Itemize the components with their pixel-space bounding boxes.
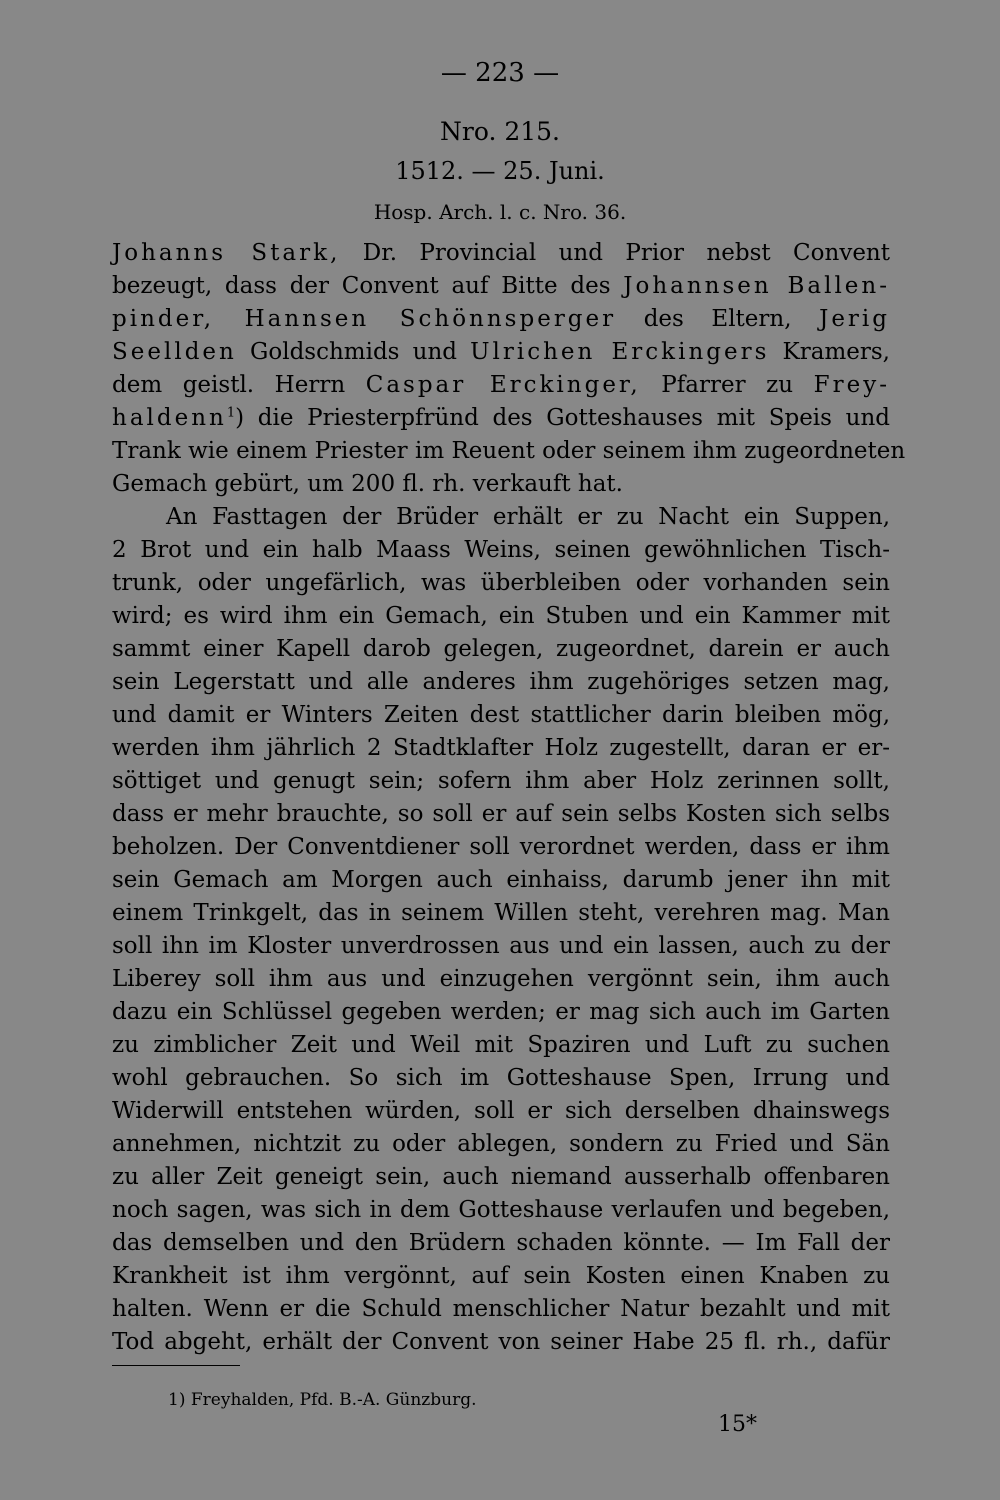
person-name: Johanns Stark, [112, 240, 341, 266]
text-span: Dr. Provincial und Prior nebst Convent [340, 240, 890, 266]
text-span: bezeugt, dass der Convent auf Bitte des [112, 273, 624, 299]
text-line [112, 335, 890, 369]
text-span: Pfarrer zu [640, 372, 814, 398]
text-line [112, 401, 890, 435]
person-name: Jerig [819, 306, 890, 332]
text-line: Gemach gebürt, um 200 fl. rh. verkauft hat. [112, 471, 623, 497]
footnote-divider [112, 1365, 240, 1366]
text-line: wohl gebrauchen. So sich im Gotteshause Spen, Irrung und [112, 1065, 890, 1091]
text-line: soll ihn im Kloster unverdrossen aus und ein lassen, auch zu der [112, 933, 890, 959]
text-span: Goldschmids und [236, 339, 471, 365]
text-line: werden ihm jährlich 2 Stadtklafter Holz zugestellt, daran er er- [112, 735, 890, 761]
text-line: Krankheit ist ihm vergönnt, auf sein Kosten einen Knaben zu [112, 1263, 890, 1289]
text-line: Widerwill entstehen würden, soll er sich derselben dhainswegs [112, 1098, 890, 1124]
text-line [112, 269, 890, 303]
text-line: und damit er Winters Zeiten dest stattlicher darin bleiben mög, [112, 702, 890, 728]
text-line: trunk, oder ungefärlich, was überbleiben oder vorhanden sein [112, 570, 890, 596]
text-line: sein Legerstatt und alle anderes ihm zugehöriges setzen mag, [112, 669, 890, 695]
person-name: Ulrichen Erckingers [470, 339, 770, 365]
text-span: dem geistl. Herrn [112, 372, 366, 398]
text-line: An Fasttagen der Brüder erhält er zu Nacht ein Suppen, [166, 504, 890, 530]
footnote: 1) Freyhalden, Pfd. B.-A. Günzburg. [168, 1390, 477, 1410]
text-line: annehmen, nichtzit zu oder ablegen, sondern zu Fried und Sän [112, 1131, 890, 1157]
text-line: dass er mehr brauchte, so soll er auf sein selbs Kosten sich selbs [112, 801, 890, 827]
place-name: haldenn [112, 405, 227, 431]
text-line: 2 Brot und ein halb Maass Weins, seinen gewöhnlichen Tisch- [112, 537, 890, 563]
place-name: Frey- [813, 372, 890, 398]
text-line: zu zimblicher Zeit und Weil mit Spaziren und Luft zu suchen [112, 1032, 890, 1058]
text-line: einem Trinkgelt, das in seinem Willen steht, verehren mag. Man [112, 900, 890, 926]
text-line: Liberey soll ihm aus und einzugehen vergönnt sein, ihm auch [112, 966, 890, 992]
text-line: Trank wie einem Priester im Reuent oder seinem ihm zugeordneten [112, 438, 906, 464]
text-line: beholzen. Der Conventdiener soll verordnet werden, dass er ihm [112, 834, 890, 860]
text-line: noch sagen, was sich in dem Gotteshause verlaufen und begeben, [112, 1197, 890, 1223]
person-name: Caspar Erckinger, [365, 372, 641, 398]
text-span: des Eltern, [616, 306, 820, 332]
text-line: Tod abgeht, erhält der Convent von seiner Habe 25 fl. rh., dafür [112, 1329, 890, 1355]
text-line [112, 302, 890, 336]
text-line: dazu ein Schlüssel gegeben werden; er mag sich auch im Garten [112, 999, 890, 1025]
text-line: das demselben und den Brüdern schaden könnte. — Im Fall der [112, 1230, 890, 1256]
footnote-marker: 1 [226, 405, 236, 421]
document-number: Nro. 215. [440, 117, 560, 146]
text-line: sein Gemach am Morgen auch einhaiss, darumb jener ihn mit [112, 867, 890, 893]
text-span: ) die Priesterpfründ des Gotteshauses mit Speis und [235, 405, 890, 431]
document-date: 1512. — 25. Juni. [395, 157, 605, 185]
person-name: pinder, Hannsen Schönnsperger [112, 306, 617, 332]
text-line: halten. Wenn er die Schuld menschlicher Natur bezahlt und mit [112, 1296, 890, 1322]
signature-mark: 15* [718, 1412, 757, 1437]
text-line: sammt einer Kapell darob gelegen, zugeordnet, darein er auch [112, 636, 890, 662]
text-line [112, 368, 890, 402]
text-line: zu aller Zeit geneigt sein, auch niemand ausserhalb offenbaren [112, 1164, 890, 1190]
page-number: — 223 — [440, 58, 560, 88]
text-line [112, 236, 890, 270]
archive-source: Hosp. Arch. l. c. Nro. 36. [373, 200, 627, 224]
person-name: Johannsen Ballen- [623, 273, 891, 299]
text-line: wird; es wird ihm ein Gemach, ein Stuben und ein Kammer mit [112, 603, 890, 629]
text-span: Kramers, [769, 339, 890, 365]
text-line: söttiget und genugt sein; sofern ihm aber Holz zerinnen sollt, [112, 768, 890, 794]
person-name: Seellden [112, 339, 237, 365]
